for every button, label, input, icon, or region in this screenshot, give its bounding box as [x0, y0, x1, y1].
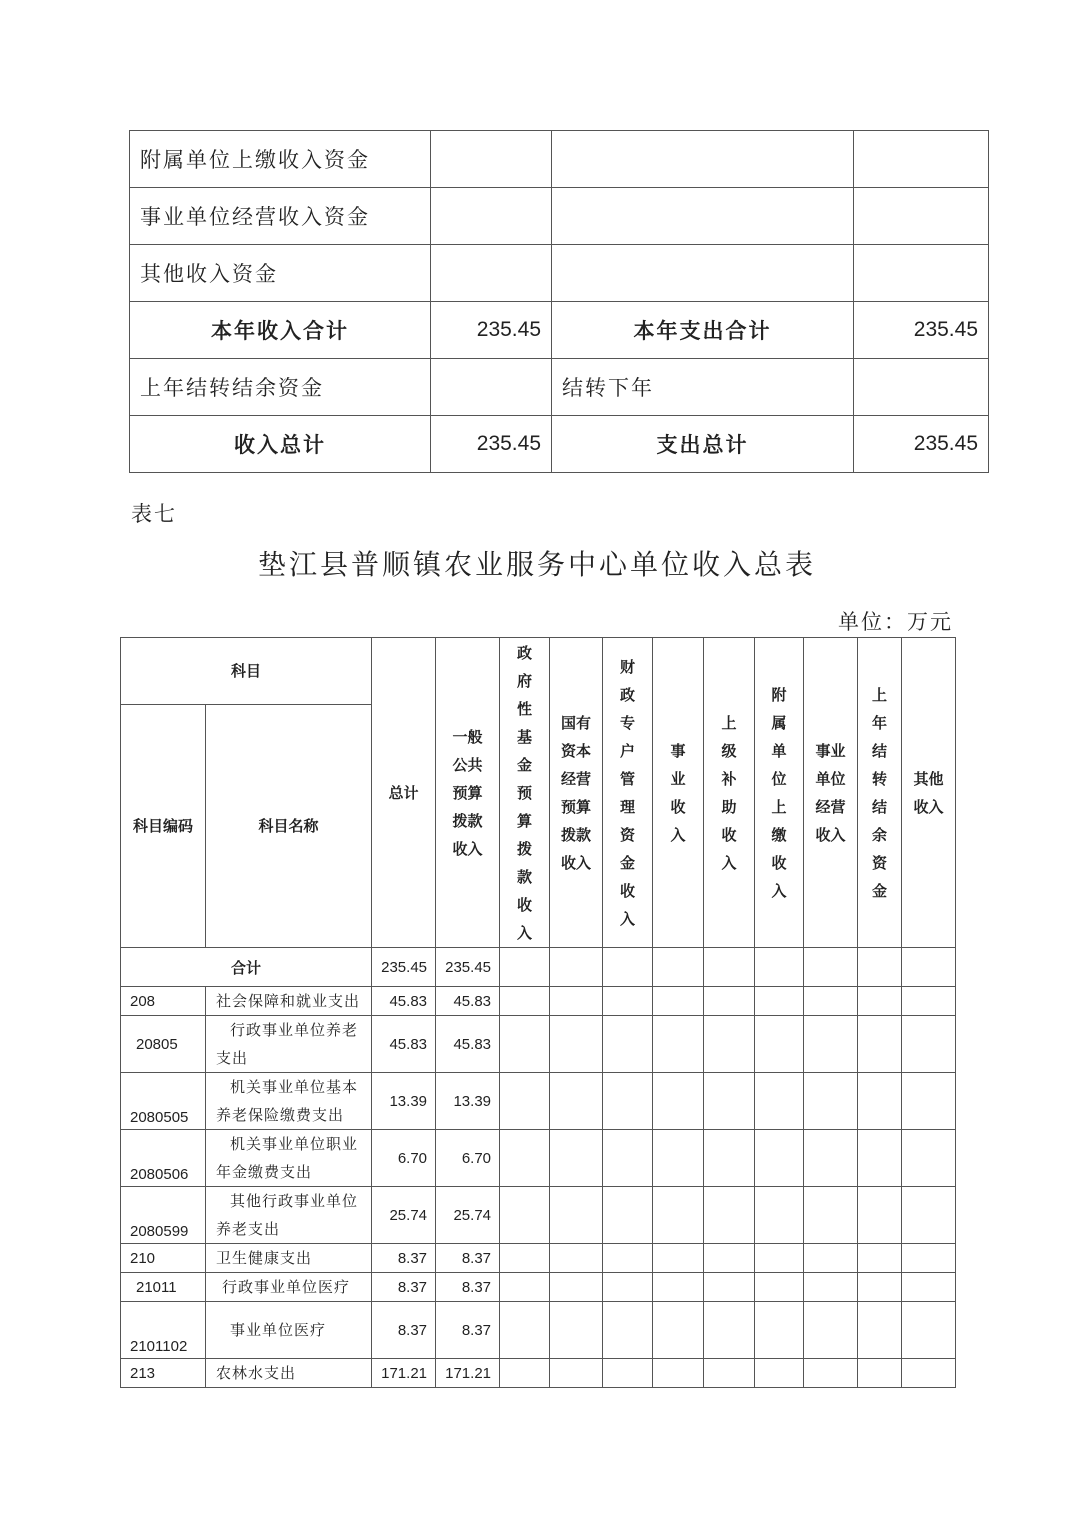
header-carryover: 上 年 结 转 结 余 资 金	[858, 638, 902, 948]
row-value	[431, 245, 552, 302]
total-value: 6.70	[372, 1130, 436, 1187]
general-value: 8.37	[436, 1273, 500, 1302]
subject-code: 20805	[121, 1016, 206, 1073]
general-value: 45.83	[436, 1016, 500, 1073]
subject-name: 农林水支出	[206, 1359, 372, 1388]
subject-name: 事业单位医疗	[206, 1302, 372, 1359]
subject-code: 2080506	[121, 1130, 206, 1187]
income-grand-total-value: 235.45	[431, 416, 552, 473]
table-row	[130, 245, 989, 302]
row-label	[552, 131, 854, 188]
total-value: 45.83	[372, 987, 436, 1016]
unit-label: 单位：万元	[838, 610, 953, 634]
general-value: 45.83	[436, 987, 500, 1016]
header-affiliated-income: 附 属 单 位 上 缴 收 入	[755, 638, 804, 948]
header-total: 总计	[372, 638, 436, 948]
income-grand-total-label: 收入总计	[130, 416, 431, 473]
general-value: 25.74	[436, 1187, 500, 1244]
table-row	[130, 188, 989, 245]
expense-grand-total-value: 235.45	[854, 416, 989, 473]
row-label: 其他收入资金	[130, 245, 431, 302]
subject-code: 210	[121, 1244, 206, 1273]
income-summary-table	[120, 637, 956, 1388]
subject-name: 卫生健康支出	[206, 1244, 372, 1273]
year-income-total-value: 235.45	[431, 302, 552, 359]
header-general-budget: 一般 公共 预算 拨款 收入	[436, 638, 500, 948]
table-row	[130, 359, 989, 416]
total-value: 13.39	[372, 1073, 436, 1130]
row-label: 上年结转结余资金	[130, 359, 431, 416]
header-gov-fund: 政 府 性 基 金 预 算 拨 款 收 入	[500, 638, 550, 948]
header-business-income: 事 业 收 入	[653, 638, 704, 948]
subject-code: 208	[121, 987, 206, 1016]
header-row	[121, 638, 956, 705]
row-value	[854, 245, 989, 302]
header-subject: 科目	[121, 638, 372, 705]
total-value: 8.37	[372, 1273, 436, 1302]
table-row	[130, 302, 989, 359]
total-label: 合计	[121, 948, 372, 987]
table-row	[121, 1273, 956, 1302]
header-name: 科目名称	[206, 705, 372, 948]
budget-summary-table	[129, 130, 989, 473]
total-value: 8.37	[372, 1244, 436, 1273]
subject-name: 行政事业单位养老支出	[206, 1016, 372, 1073]
table-row	[121, 1016, 956, 1073]
year-expense-total-value: 235.45	[854, 302, 989, 359]
table-number-label: 表七	[131, 502, 177, 526]
total-value: 8.37	[372, 1302, 436, 1359]
row-value	[854, 359, 989, 416]
general-value: 235.45	[436, 948, 500, 987]
general-value: 171.21	[436, 1359, 500, 1388]
row-label	[552, 188, 854, 245]
row-label: 结转下年	[552, 359, 854, 416]
subject-name: 社会保障和就业支出	[206, 987, 372, 1016]
row-value	[431, 188, 552, 245]
row-label	[552, 245, 854, 302]
total-row	[121, 948, 956, 987]
table-row	[130, 416, 989, 473]
subject-code: 2080505	[121, 1073, 206, 1130]
table-row	[121, 987, 956, 1016]
header-operating-income: 事业 单位 经营 收入	[804, 638, 858, 948]
subject-code: 2101102	[121, 1302, 206, 1359]
row-value	[431, 131, 552, 188]
general-value: 6.70	[436, 1130, 500, 1187]
table-row	[130, 131, 989, 188]
subject-code: 213	[121, 1359, 206, 1388]
year-expense-total-label: 本年支出合计	[552, 302, 854, 359]
row-value	[854, 131, 989, 188]
table-row	[121, 1130, 956, 1187]
subject-code: 21011	[121, 1273, 206, 1302]
general-value: 13.39	[436, 1073, 500, 1130]
header-state-capital: 国有 资本 经营 预算 拨款 收入	[550, 638, 603, 948]
total-value: 171.21	[372, 1359, 436, 1388]
header-special-fund: 财 政 专 户 管 理 资 金 收 入	[603, 638, 653, 948]
total-value: 25.74	[372, 1187, 436, 1244]
header-other-income: 其他 收入	[902, 638, 956, 948]
general-value: 8.37	[436, 1244, 500, 1273]
header-code: 科目编码	[121, 705, 206, 948]
year-income-total-label: 本年收入合计	[130, 302, 431, 359]
subject-name: 机关事业单位基本养老保险缴费支出	[206, 1073, 372, 1130]
expense-grand-total-label: 支出总计	[552, 416, 854, 473]
total-value: 235.45	[372, 948, 436, 987]
row-label: 事业单位经营收入资金	[130, 188, 431, 245]
general-value: 8.37	[436, 1302, 500, 1359]
subject-name: 行政事业单位医疗	[206, 1273, 372, 1302]
table-row	[121, 1302, 956, 1359]
subject-name: 机关事业单位职业年金缴费支出	[206, 1130, 372, 1187]
subject-code: 2080599	[121, 1187, 206, 1244]
table-row	[121, 1244, 956, 1273]
header-superior-subsidy: 上 级 补 助 收 入	[704, 638, 755, 948]
total-value: 45.83	[372, 1016, 436, 1073]
subject-name: 其他行政事业单位养老支出	[206, 1187, 372, 1244]
page-title: 垫江县普顺镇农业服务中心单位收入总表	[257, 548, 816, 581]
row-value	[431, 359, 552, 416]
table-row	[121, 1073, 956, 1130]
row-label: 附属单位上缴收入资金	[130, 131, 431, 188]
table-row	[121, 1359, 956, 1388]
row-value	[854, 188, 989, 245]
table-row	[121, 1187, 956, 1244]
